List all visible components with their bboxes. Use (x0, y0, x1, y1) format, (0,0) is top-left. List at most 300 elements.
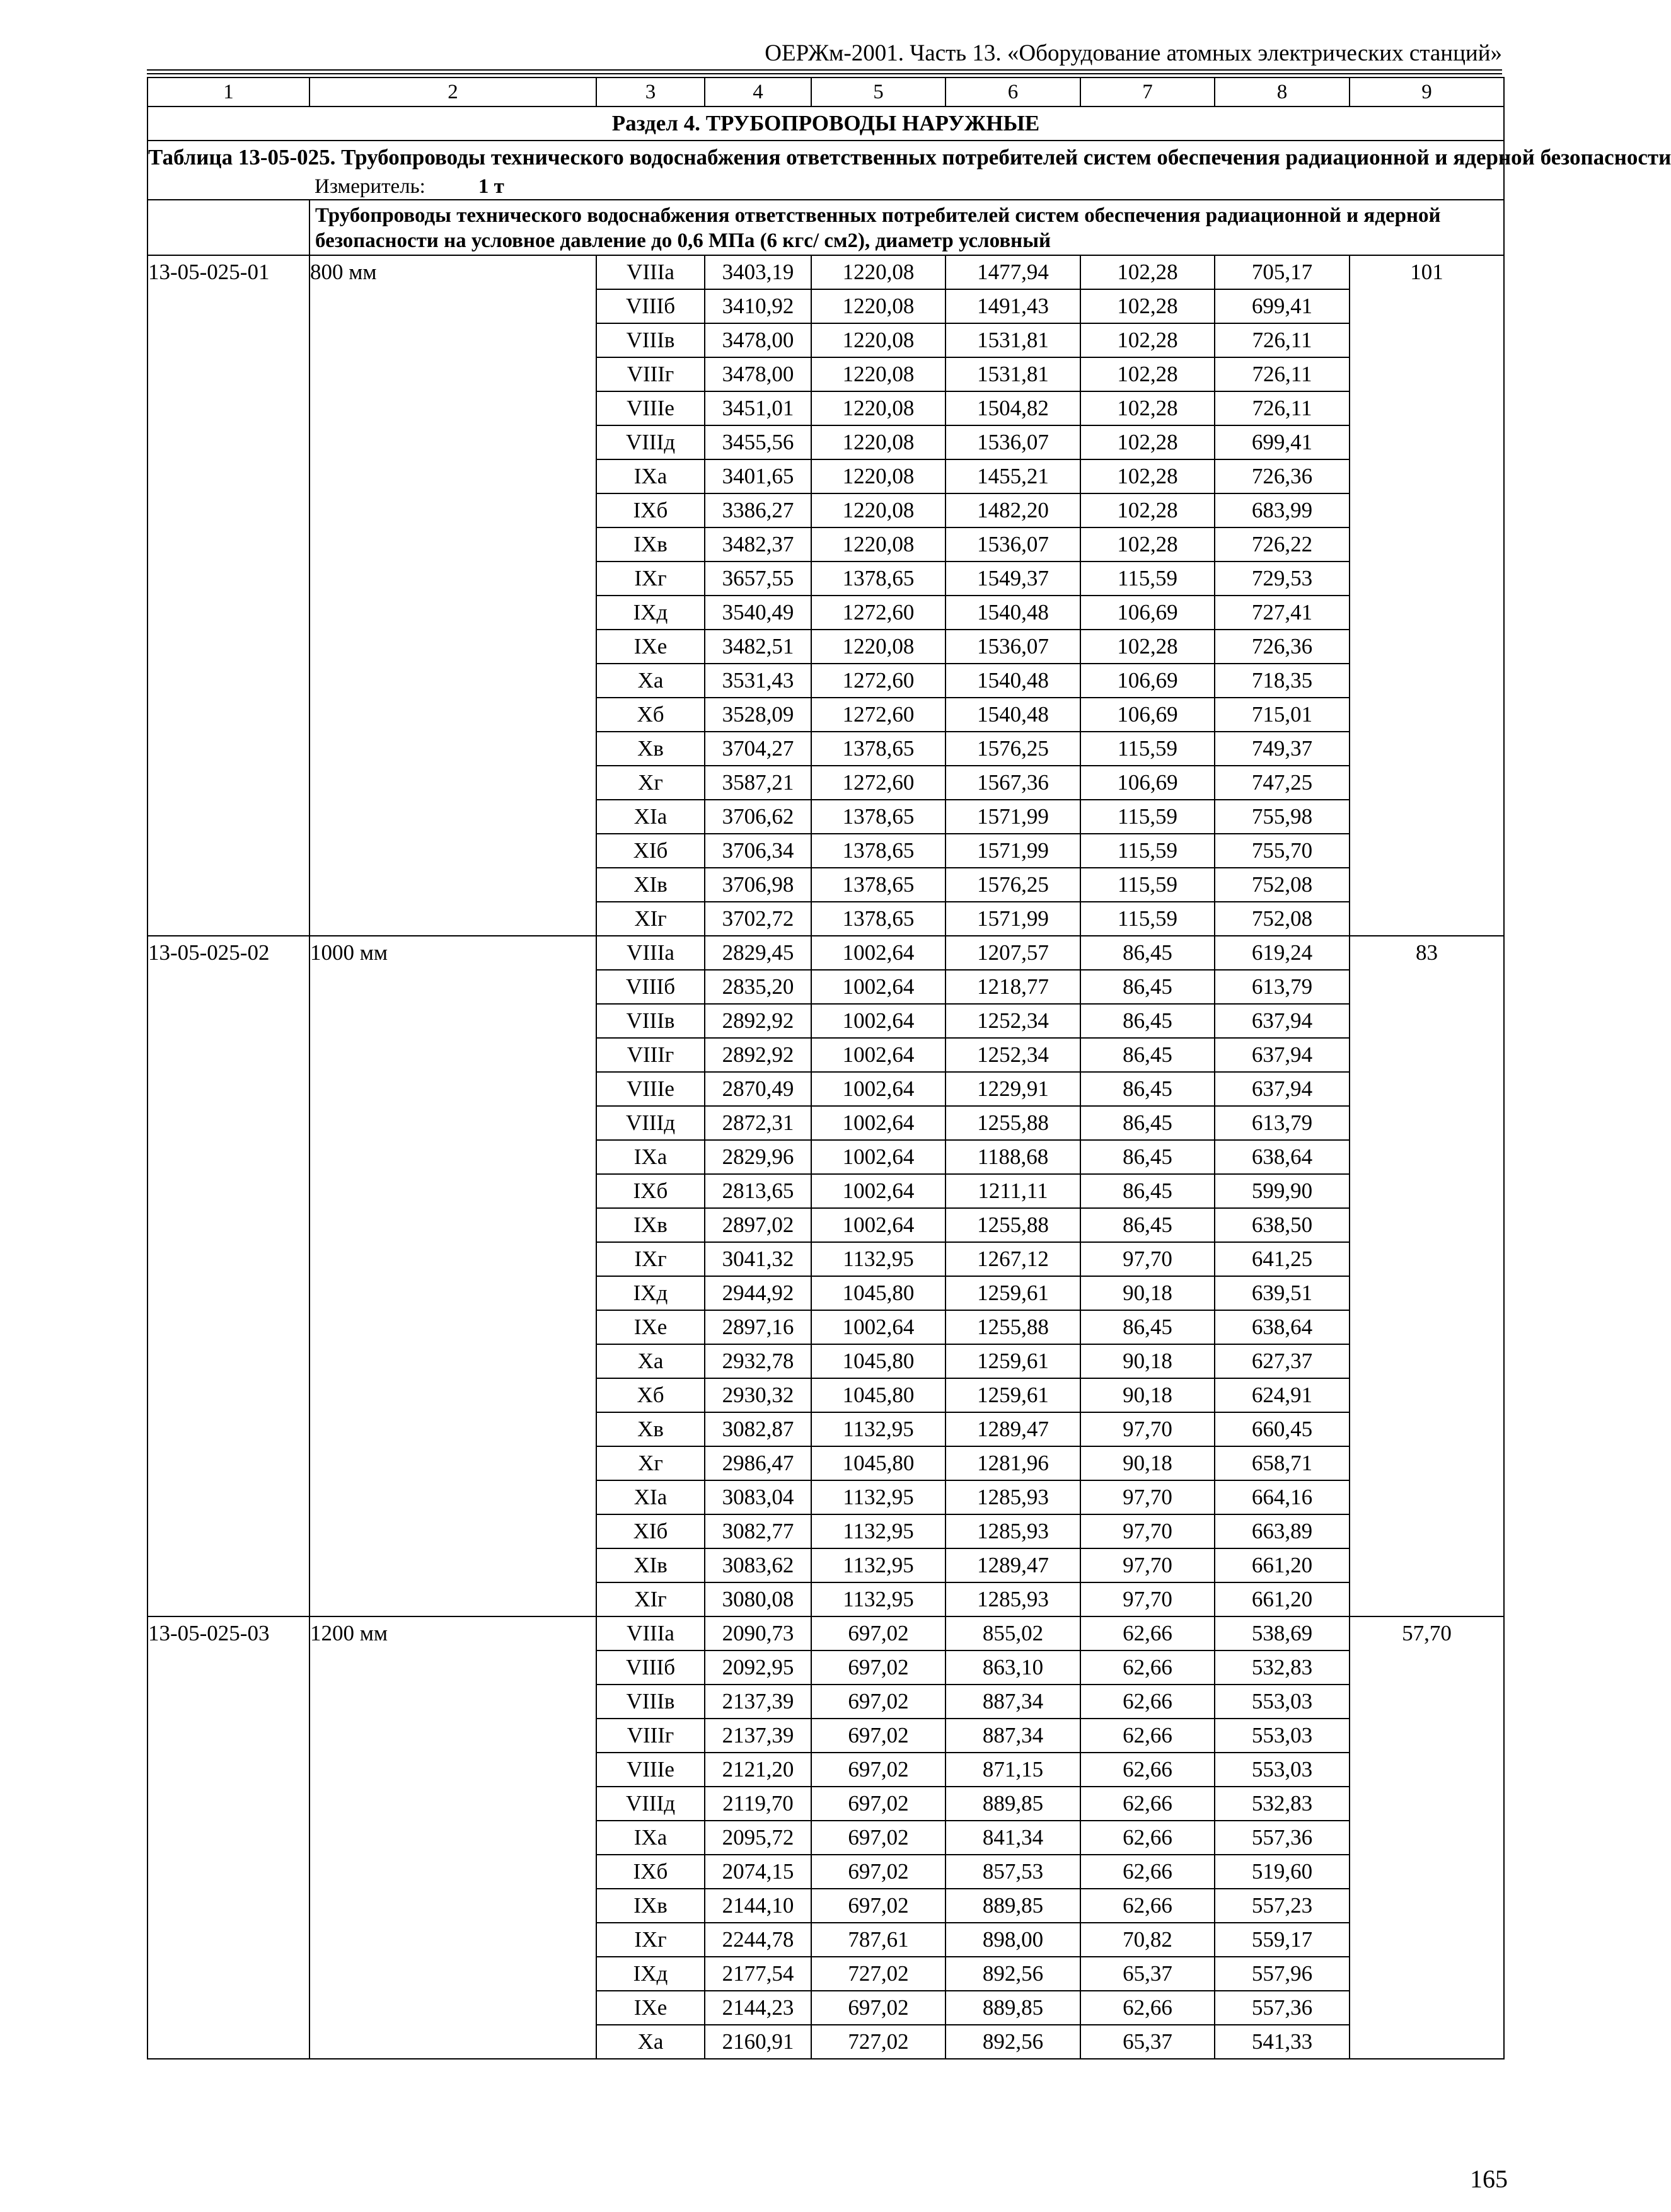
value-col7: 102,28 (1080, 459, 1215, 493)
region-code: IXа (596, 459, 705, 493)
value-col6: 1229,91 (945, 1072, 1080, 1106)
region-code: IXа (596, 1140, 705, 1174)
value-col5: 1220,08 (811, 357, 945, 391)
region-code: VIIIд (596, 1106, 705, 1140)
value-col6: 863,10 (945, 1650, 1080, 1685)
region-code: IXд (596, 1957, 705, 1991)
region-code: IXд (596, 596, 705, 630)
value-col7: 102,28 (1080, 255, 1215, 289)
value-col8: 726,11 (1215, 357, 1350, 391)
region-code: Xб (596, 1378, 705, 1412)
region-code: IXв (596, 1208, 705, 1242)
value-col7: 115,59 (1080, 868, 1215, 902)
value-col6: 1207,57 (945, 936, 1080, 970)
value-col7: 102,28 (1080, 391, 1215, 425)
value-col7: 62,66 (1080, 1719, 1215, 1753)
value-col4: 3482,37 (705, 527, 811, 562)
table-title-cell (147, 141, 1671, 200)
region-code: IXг (596, 1242, 705, 1276)
group-heading: Трубопроводы технического водоснабжения ответственных потребителей систем обеспечения радиационной и ядерной безопасности на условное давление до 0,6 МПа (6 кгс/ см2), диаметр условный (309, 200, 1504, 255)
value-col6: 1491,43 (945, 289, 1080, 323)
value-col4: 3540,49 (705, 596, 811, 630)
value-col6: 1571,99 (945, 800, 1080, 834)
region-code: IXб (596, 493, 705, 527)
value-col7: 86,45 (1080, 1310, 1215, 1344)
value-col8: 627,37 (1215, 1344, 1350, 1378)
value-col9: 83 (1350, 936, 1504, 1616)
value-col4: 2813,65 (705, 1174, 811, 1208)
value-col4: 3041,32 (705, 1242, 811, 1276)
value-col8: 726,11 (1215, 323, 1350, 357)
value-col8: 661,20 (1215, 1582, 1350, 1616)
column-number: 5 (811, 78, 945, 107)
value-col5: 1272,60 (811, 596, 945, 630)
value-col8: 664,16 (1215, 1480, 1350, 1514)
table-title-row (147, 141, 1504, 200)
value-col7: 62,66 (1080, 1821, 1215, 1855)
value-col8: 638,64 (1215, 1140, 1350, 1174)
value-col6: 887,34 (945, 1685, 1080, 1719)
value-col8: 538,69 (1215, 1616, 1350, 1650)
value-col5: 1045,80 (811, 1344, 945, 1378)
region-code: IXе (596, 1310, 705, 1344)
region-code: Xв (596, 732, 705, 766)
region-code: VIIIа (596, 1616, 705, 1650)
value-col5: 1002,64 (811, 1106, 945, 1140)
value-col6: 1576,25 (945, 868, 1080, 902)
value-col6: 1531,81 (945, 323, 1080, 357)
region-code: IXе (596, 630, 705, 664)
column-number: 9 (1350, 78, 1504, 107)
value-col5: 1272,60 (811, 698, 945, 732)
value-col7: 102,28 (1080, 425, 1215, 459)
region-code: XIа (596, 1480, 705, 1514)
value-col5: 1045,80 (811, 1276, 945, 1310)
value-col5: 697,02 (811, 1821, 945, 1855)
value-col4: 3706,62 (705, 800, 811, 834)
value-col6: 1281,96 (945, 1446, 1080, 1480)
value-col8: 613,79 (1215, 1106, 1350, 1140)
value-col8: 726,11 (1215, 391, 1350, 425)
value-col6: 1255,88 (945, 1106, 1080, 1140)
value-col6: 1255,88 (945, 1208, 1080, 1242)
value-col8: 755,70 (1215, 834, 1350, 868)
section-row (147, 107, 1504, 141)
region-code: Xг (596, 766, 705, 800)
value-col7: 86,45 (1080, 936, 1215, 970)
value-col6: 1285,93 (945, 1514, 1080, 1548)
value-col7: 70,82 (1080, 1923, 1215, 1957)
value-col7: 106,69 (1080, 596, 1215, 630)
value-col8: 663,89 (1215, 1514, 1350, 1548)
value-col5: 1220,08 (811, 425, 945, 459)
value-col7: 86,45 (1080, 1208, 1215, 1242)
value-col6: 857,53 (945, 1855, 1080, 1889)
header-rule (147, 69, 1502, 71)
value-col7: 102,28 (1080, 527, 1215, 562)
value-col4: 2119,70 (705, 1787, 811, 1821)
column-number-row (147, 78, 1504, 107)
value-col7: 62,66 (1080, 1889, 1215, 1923)
value-col8: 541,33 (1215, 2025, 1350, 2059)
value-col8: 553,03 (1215, 1685, 1350, 1719)
region-code: Xв (596, 1412, 705, 1446)
value-col6: 889,85 (945, 1991, 1080, 2025)
value-col6: 1536,07 (945, 630, 1080, 664)
region-code: Xа (596, 664, 705, 698)
value-col6: 1531,81 (945, 357, 1080, 391)
value-col6: 871,15 (945, 1753, 1080, 1787)
empty-cell (147, 200, 309, 255)
value-col4: 2144,23 (705, 1991, 811, 2025)
value-col8: 637,94 (1215, 1004, 1350, 1038)
value-col8: 705,17 (1215, 255, 1350, 289)
value-col4: 2244,78 (705, 1923, 811, 1957)
value-col5: 697,02 (811, 1753, 945, 1787)
value-col7: 90,18 (1080, 1276, 1215, 1310)
value-col6: 1482,20 (945, 493, 1080, 527)
value-col5: 1002,64 (811, 970, 945, 1004)
value-col6: 1571,99 (945, 834, 1080, 868)
measure-label: Измеритель: (315, 175, 425, 198)
region-code: VIIIа (596, 255, 705, 289)
value-col5: 697,02 (811, 1719, 945, 1753)
region-code: VIIIд (596, 425, 705, 459)
value-col8: 639,51 (1215, 1276, 1350, 1310)
value-col4: 3401,65 (705, 459, 811, 493)
value-col7: 115,59 (1080, 800, 1215, 834)
value-col7: 90,18 (1080, 1378, 1215, 1412)
value-col6: 1252,34 (945, 1038, 1080, 1072)
value-col5: 727,02 (811, 1957, 945, 1991)
value-col6: 1571,99 (945, 902, 1080, 936)
value-col6: 1567,36 (945, 766, 1080, 800)
region-code: VIIIг (596, 357, 705, 391)
region-code: XIб (596, 1514, 705, 1548)
value-col5: 1132,95 (811, 1242, 945, 1276)
value-col7: 86,45 (1080, 1140, 1215, 1174)
value-col4: 3704,27 (705, 732, 811, 766)
value-col8: 532,83 (1215, 1650, 1350, 1685)
value-col4: 3702,72 (705, 902, 811, 936)
value-col5: 1378,65 (811, 902, 945, 936)
value-col6: 1259,61 (945, 1276, 1080, 1310)
value-col4: 2074,15 (705, 1855, 811, 1889)
value-col4: 2870,49 (705, 1072, 811, 1106)
value-col8: 613,79 (1215, 970, 1350, 1004)
value-col5: 1378,65 (811, 834, 945, 868)
value-col8: 557,96 (1215, 1957, 1350, 1991)
value-col6: 1477,94 (945, 255, 1080, 289)
value-col6: 1536,07 (945, 425, 1080, 459)
value-col7: 106,69 (1080, 766, 1215, 800)
value-col8: 726,22 (1215, 527, 1350, 562)
value-col4: 3082,87 (705, 1412, 811, 1446)
table-row (147, 255, 1504, 289)
value-col8: 557,36 (1215, 1991, 1350, 2025)
value-col6: 892,56 (945, 1957, 1080, 1991)
value-col7: 106,69 (1080, 664, 1215, 698)
value-col6: 1540,48 (945, 664, 1080, 698)
value-col8: 699,41 (1215, 289, 1350, 323)
value-col5: 1132,95 (811, 1582, 945, 1616)
region-code: VIIIб (596, 970, 705, 1004)
value-col4: 2892,92 (705, 1004, 811, 1038)
value-col5: 1220,08 (811, 289, 945, 323)
region-code: VIIIе (596, 391, 705, 425)
value-col5: 1220,08 (811, 255, 945, 289)
value-col8: 726,36 (1215, 630, 1350, 664)
value-col8: 619,24 (1215, 936, 1350, 970)
value-col5: 1378,65 (811, 800, 945, 834)
value-col7: 62,66 (1080, 1787, 1215, 1821)
value-col7: 97,70 (1080, 1242, 1215, 1276)
column-number: 7 (1080, 78, 1215, 107)
value-col7: 62,66 (1080, 1991, 1215, 2025)
region-code: XIг (596, 902, 705, 936)
value-col4: 2872,31 (705, 1106, 811, 1140)
value-col4: 2835,20 (705, 970, 811, 1004)
value-col4: 3706,34 (705, 834, 811, 868)
value-col4: 2177,54 (705, 1957, 811, 1991)
value-col7: 102,28 (1080, 289, 1215, 323)
value-col5: 1002,64 (811, 1208, 945, 1242)
region-code: IXб (596, 1174, 705, 1208)
value-col7: 102,28 (1080, 323, 1215, 357)
page-header (147, 37, 1502, 74)
value-col6: 1259,61 (945, 1344, 1080, 1378)
page-number: 165 (1470, 2165, 1508, 2193)
value-col7: 97,70 (1080, 1514, 1215, 1548)
value-col4: 3528,09 (705, 698, 811, 732)
value-col8: 624,91 (1215, 1378, 1350, 1412)
value-col7: 62,66 (1080, 1753, 1215, 1787)
value-col4: 2092,95 (705, 1650, 811, 1685)
value-col4: 2160,91 (705, 2025, 811, 2059)
document-title: ОЕРЖм-2001. Часть 13. «Оборудование атомных электрических станций» (765, 40, 1502, 66)
region-code: XIа (596, 800, 705, 834)
value-col4: 3482,51 (705, 630, 811, 664)
value-col4: 2932,78 (705, 1344, 811, 1378)
value-col4: 3082,77 (705, 1514, 811, 1548)
value-col5: 697,02 (811, 1616, 945, 1650)
value-col4: 2137,39 (705, 1719, 811, 1753)
value-col5: 1045,80 (811, 1378, 945, 1412)
region-code: IXа (596, 1821, 705, 1855)
value-col8: 638,50 (1215, 1208, 1350, 1242)
value-col8: 559,17 (1215, 1923, 1350, 1957)
region-code: IXд (596, 1276, 705, 1310)
header-rule (147, 73, 1502, 74)
value-col7: 97,70 (1080, 1480, 1215, 1514)
value-col8: 641,25 (1215, 1242, 1350, 1276)
value-col5: 1378,65 (811, 562, 945, 596)
region-code: XIв (596, 868, 705, 902)
region-code: VIIIв (596, 1685, 705, 1719)
value-col7: 115,59 (1080, 562, 1215, 596)
region-code: XIб (596, 834, 705, 868)
column-number: 6 (945, 78, 1080, 107)
value-col4: 3083,62 (705, 1548, 811, 1582)
region-code: Xб (596, 698, 705, 732)
value-col5: 1220,08 (811, 323, 945, 357)
rate-code: 13-05-025-01 (147, 255, 309, 936)
value-col6: 1540,48 (945, 596, 1080, 630)
value-col8: 661,20 (1215, 1548, 1350, 1582)
value-col8: 532,83 (1215, 1787, 1350, 1821)
value-col5: 1002,64 (811, 1140, 945, 1174)
value-col7: 86,45 (1080, 1072, 1215, 1106)
value-col7: 62,66 (1080, 1685, 1215, 1719)
value-col8: 749,37 (1215, 732, 1350, 766)
value-col4: 2986,47 (705, 1446, 811, 1480)
value-col6: 855,02 (945, 1616, 1080, 1650)
value-col8: 752,08 (1215, 902, 1350, 936)
table-row (147, 1616, 1504, 1650)
value-col7: 97,70 (1080, 1548, 1215, 1582)
region-code: Xа (596, 2025, 705, 2059)
region-code: VIIIв (596, 1004, 705, 1038)
value-col4: 3706,98 (705, 868, 811, 902)
value-col5: 1132,95 (811, 1412, 945, 1446)
value-col6: 887,34 (945, 1719, 1080, 1753)
rate-code: 13-05-025-02 (147, 936, 309, 1616)
value-col5: 787,61 (811, 1923, 945, 1957)
value-col7: 115,59 (1080, 902, 1215, 936)
value-col5: 1220,08 (811, 527, 945, 562)
value-col4: 2892,92 (705, 1038, 811, 1072)
value-col6: 1218,77 (945, 970, 1080, 1004)
section-title: Раздел 4. ТРУБОПРОВОДЫ НАРУЖНЫЕ (147, 107, 1504, 141)
column-number: 2 (309, 78, 596, 107)
rate-code: 13-05-025-03 (147, 1616, 309, 2059)
value-col6: 889,85 (945, 1787, 1080, 1821)
value-col4: 3080,08 (705, 1582, 811, 1616)
value-col5: 697,02 (811, 1787, 945, 1821)
value-col8: 727,41 (1215, 596, 1350, 630)
value-col9: 57,70 (1350, 1616, 1504, 2059)
value-col5: 1002,64 (811, 1038, 945, 1072)
value-col6: 1211,11 (945, 1174, 1080, 1208)
diameter: 1000 мм (309, 936, 596, 1616)
value-col6: 1259,61 (945, 1378, 1080, 1412)
value-col7: 65,37 (1080, 2025, 1215, 2059)
region-code: VIIIа (596, 936, 705, 970)
value-col8: 755,98 (1215, 800, 1350, 834)
value-col4: 2897,16 (705, 1310, 811, 1344)
measure-value: 1 т (478, 175, 504, 198)
value-col4: 2930,32 (705, 1378, 811, 1412)
value-col9: 101 (1350, 255, 1504, 936)
value-col4: 2137,39 (705, 1685, 811, 1719)
value-col8: 729,53 (1215, 562, 1350, 596)
value-col6: 1188,68 (945, 1140, 1080, 1174)
region-code: VIIIг (596, 1038, 705, 1072)
value-col4: 2090,73 (705, 1616, 811, 1650)
value-col4: 3386,27 (705, 493, 811, 527)
group-heading-row (147, 200, 1504, 255)
value-col4: 3531,43 (705, 664, 811, 698)
value-col7: 90,18 (1080, 1446, 1215, 1480)
value-col7: 62,66 (1080, 1650, 1215, 1685)
value-col6: 892,56 (945, 2025, 1080, 2059)
value-col6: 1540,48 (945, 698, 1080, 732)
value-col8: 557,23 (1215, 1889, 1350, 1923)
region-code: Xа (596, 1344, 705, 1378)
value-col8: 658,71 (1215, 1446, 1350, 1480)
value-col5: 1002,64 (811, 936, 945, 970)
diameter: 800 мм (309, 255, 596, 936)
value-col5: 1045,80 (811, 1446, 945, 1480)
value-col7: 90,18 (1080, 1344, 1215, 1378)
value-col4: 3657,55 (705, 562, 811, 596)
table-row (147, 936, 1504, 970)
value-col4: 2144,10 (705, 1889, 811, 1923)
value-col7: 62,66 (1080, 1855, 1215, 1889)
value-col5: 1002,64 (811, 1174, 945, 1208)
value-col8: 599,90 (1215, 1174, 1350, 1208)
value-col4: 2897,02 (705, 1208, 811, 1242)
value-col6: 1536,07 (945, 527, 1080, 562)
measure-line (148, 174, 1503, 199)
value-col7: 62,66 (1080, 1616, 1215, 1650)
value-col7: 86,45 (1080, 1174, 1215, 1208)
value-col5: 1132,95 (811, 1514, 945, 1548)
region-code: IXб (596, 1855, 705, 1889)
region-code: VIIIе (596, 1753, 705, 1787)
value-col8: 638,64 (1215, 1310, 1350, 1344)
value-col8: 660,45 (1215, 1412, 1350, 1446)
region-code: VIIIб (596, 1650, 705, 1685)
value-col8: 557,36 (1215, 1821, 1350, 1855)
value-col6: 1267,12 (945, 1242, 1080, 1276)
region-code: XIг (596, 1582, 705, 1616)
value-col5: 1378,65 (811, 868, 945, 902)
column-number: 1 (147, 78, 309, 107)
value-col7: 115,59 (1080, 732, 1215, 766)
value-col5: 1132,95 (811, 1480, 945, 1514)
value-col8: 752,08 (1215, 868, 1350, 902)
value-col7: 86,45 (1080, 970, 1215, 1004)
value-col5: 697,02 (811, 1991, 945, 2025)
value-col8: 553,03 (1215, 1719, 1350, 1753)
value-col7: 86,45 (1080, 1004, 1215, 1038)
value-col4: 3083,04 (705, 1480, 811, 1514)
value-col5: 1002,64 (811, 1310, 945, 1344)
value-col8: 726,36 (1215, 459, 1350, 493)
column-number: 4 (705, 78, 811, 107)
column-number: 8 (1215, 78, 1350, 107)
value-col6: 1252,34 (945, 1004, 1080, 1038)
value-col5: 1378,65 (811, 732, 945, 766)
value-col8: 553,03 (1215, 1753, 1350, 1787)
value-col5: 1132,95 (811, 1548, 945, 1582)
region-code: IXг (596, 562, 705, 596)
value-col5: 697,02 (811, 1685, 945, 1719)
value-col4: 3455,56 (705, 425, 811, 459)
value-col4: 3451,01 (705, 391, 811, 425)
value-col7: 97,70 (1080, 1412, 1215, 1446)
value-col8: 519,60 (1215, 1855, 1350, 1889)
value-col6: 1455,21 (945, 459, 1080, 493)
region-code: VIIIб (596, 289, 705, 323)
value-col5: 697,02 (811, 1650, 945, 1685)
value-col7: 65,37 (1080, 1957, 1215, 1991)
value-col5: 1002,64 (811, 1004, 945, 1038)
region-code: IXе (596, 1991, 705, 2025)
value-col6: 1504,82 (945, 391, 1080, 425)
region-code: VIIIе (596, 1072, 705, 1106)
